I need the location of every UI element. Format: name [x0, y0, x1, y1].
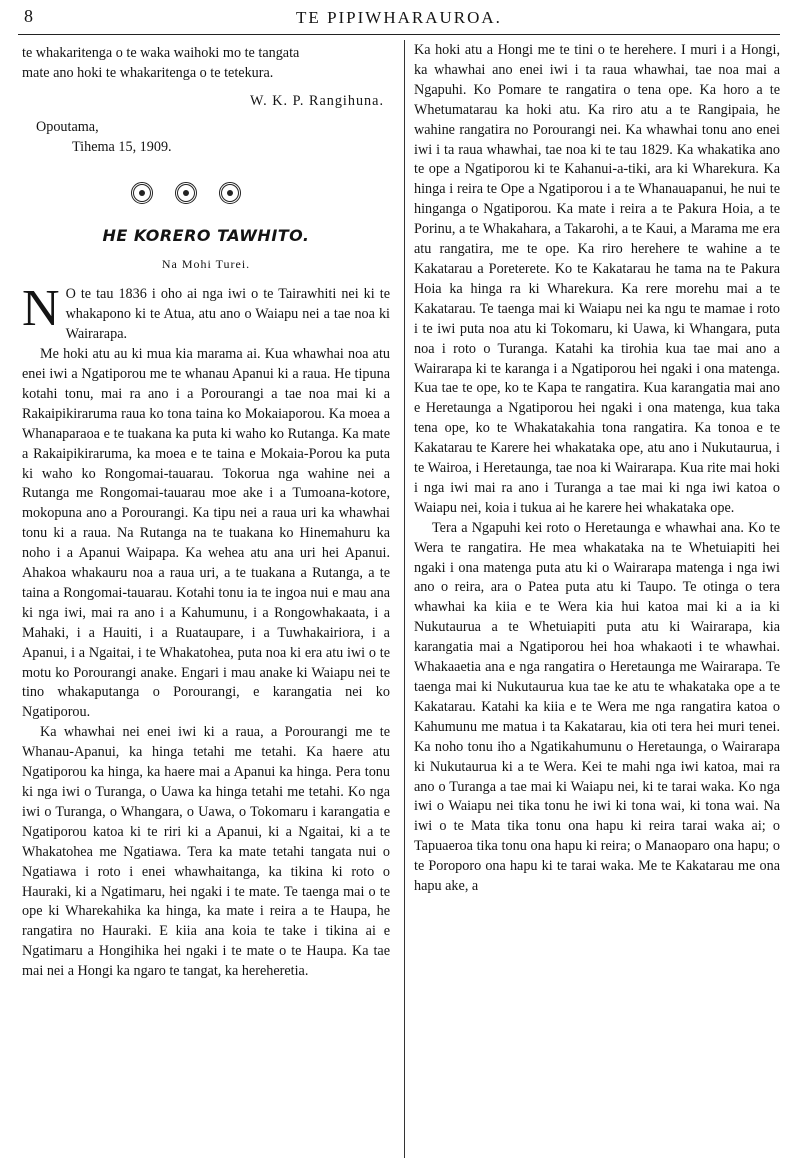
running-head: TE PIPIWHARAUROA. [296, 8, 502, 27]
header-rule [18, 34, 780, 35]
intro-line: mate ano hoki te whakaritenga o te tetekura. [22, 64, 274, 81]
left-column [22, 44, 390, 982]
article-paragraph [22, 280, 390, 345]
flower-ornament-icon [131, 182, 153, 204]
flower-ornament-icon [219, 182, 241, 204]
article-paragraph: Me hoki atu au ki mua kia marama ai. Kua whawhai noa atu enei iwi a Ngatiporou me te whanau Apanui ki a raua. He tipuna kotahi tonu, mai ra ano i a Porourangi a tae noa mai ki a Rakaipikiraruma raua ko tona taina ko Mokaiaporou. Ka moea a Whanaparaoa e te tuakana ka puta ki waho ko Rutanga. Ka mate a Rakaipikiraruma, ka moea e te taina e Mokaia-Porou ka puta ki waho ko Rongomai-tauarau. Tokorua nga wahine nei a Rutanga me Rongomai-tauarau moe ake i a Tumoana-kotore, mokopuna ano a Porourangi. Ka tipu nei a raua uri ka whawhai tonu ki a raua. Na Rutanga na te tuakana ko Hinemahuru ka noho i a Apanui Waipapa. Ka wehea atu ana uri hei Apanui. Ahakoa whakauru noa a raua uri, a te tuakana a Rutanga, a te taina a Rongomai-tauarau. Kotahi tonu ia te ingoa nui e mau ana ki nga iwi, mai ra ano i a Kahumunu, i a Rongowhakaata, i a Mahaki, i a Hauiti, i a Ruataupare, i a Tuwhakairiora, i a Apanui, i a Ngaitai, i te Whakatohea, puta noa ki era atu iwi o te motu ko Porourangi anake. Engari i mau anake ki Waiapu nei te tino whakaputanga o Porourangi, e karangatia nei ko Ngatiporou. [22, 346, 390, 721]
article-paragraph: Tera a Ngapuhi kei roto o Heretaunga e whawhai ana. Ko te Wera te rangatira. He mea whakataka na te Whetuiapiti hei ngaki i ona matenga puta atu ki o Wairarapa matenga i nga iwi ano o reira, ara o Patea puta atu ki Taupo. Te otinga o tera whawhai ka kiia e te Wera kia hui katoa mai ki a ia ki Nukutaurua a te Whetuiapiti puta atu ki Wairarapa, kia karangatia mai a Ngatiporou hei hoa whakaoti i te whawhai. Whakaaetia ana e nga rangatira o Heretaunga me Wairarapa. Te taenga mai ki Nukutaurua kua tae ke atu te whakataka ope a te Kakatarau. Katahi ka kiia e te Wera me nga rangatira katoa o Kahumunu me matua i ta Kakatarau, kia oti tera hei muri tenei. Ka noho tonu iho a Ngatikahumunu o Heretaunga, o Wairarapa ki Nukutaurua ki a te Wera. Kei te mahi nga iwi katoa, mai ra ano o Turanga a tae mai ki Waiapu nei, ki te tarai waka. Ko nga iwi o Waiapu nei tika tonu he iwi ki tona wai, ki tona wai. Na iwi o te Mata tika tonu ona hapu ki reira tarai waka ai; o Tapuaeroa tika tonu ona hapu ki reira; o Manaoparo ona hapu; o te Poroporo ona hapu ki te tarai waka. Me te Kakatarau me ona hapu ake, a [414, 519, 780, 895]
intro-line: te whakaritenga o te waka waihoki mo te tangata [22, 45, 300, 61]
paragraph-text: O te tau 1836 i oho ai nga iwi o te Tairawhiti nei ki te whakapono ki te Atua, atu ano o Waiapu nei a tae noa ki Wairarapa. [65, 286, 390, 343]
article-title: HE KORERO TAWHITO. [102, 225, 310, 245]
article-paragraph: Ka hoki atu a Hongi me te tini o te herehere. I muri i a Hongi, ka whawhai ano enei iwi i ta raua whawhai, tae noa mai a Ngapuhi. Ko Pomare te rangatira o tena ope. Ka horo a te Whetumatarau ka hoki atu. Ka riro atu a te Rangipaia, he wahine rangatira no Porourangi nei. Ka whawhai tonu ano enei iwi i ta raua whawhai, tae noa ki te tau 1829. Ka whakatika ano te ope a Ngatiporou ki te Kahanui-a-tiki, ara ki Wharekura. Ka hinga i reira te Ope a Ngatiporou i a te Whanauapanui, he nui te hinganga o Ngatiporou. Ka mate i reira a te Pakura Hoia, a te Porinu, a te Whakahara, a Takarohi, a te Kaui, a Marama me era atu rangatira, me te ope. Ka riro herehere te wahine a te Kakatarau a Poreterete. Ko te Kakatarau he tama na te Pakura Hoia ka hinga ra ki Wharekura. Ka rere morehu mai a te Kakatarau. Te taenga mai ki Waiapu nei ka ngu te mamae i roto i te iwi puta noa atu ki Tokomaru, ki Uawa, ki Whangara, puta noa i roto o Turanga. Katahi ka tirohia kua tae mai ano a Wairarapa ki te karanga i a Ngatiporou hei ngaki i ona matenga. Kua tae te ope, ko te Kapa te rangatira. Kua karangatia mai ano e Heretaunga a Ngatiporou hei ngaki i ona matenga, kua taka tena ope, ko te Whakatakahia tona rangatira. Ka tonoa e te Kakatarau te Karere hei whakataka ope, atu ano i Nukutaurua, i te Wairoa, i Heretaunga, tae noa ki Wairarapa. Kua rite mai hoki i nga iwi mai ra ano i Turanga a tae mai ki nga iwi katoa o Waiapu nei, koia i tukua ai he karere hei whakataka ope. [414, 42, 780, 516]
drop-cap: N [22, 280, 60, 338]
column-divider [404, 40, 405, 1158]
flower-ornament-icon [175, 182, 197, 204]
page-number: 8 [24, 6, 33, 26]
article-paragraph: Ka whawhai nei enei iwi ki a raua, a Porourangi me te Whanau-Apanui, ka hinga tetahi me tetahi. Ka haere atu Ngatiporou ka hinga, ka haere mai a Apanui ka hinga. Pera tonu ki nga iwi o Turanga, o Uawa ka hinga tetahi me tetahi. Ko nga iwi o Turanga, o Whangara, o Uawa, o Tokomaru i karangatia e Ngatiporou katoa ki te riri ki a Apanui, ki a Ngaitai, ki a te Whakatohea me Ngatiawa. Tera ka mate tetahi tangata nui o Ngatiawa i roto i enei whawhaitanga, ka tikina ki roto o Hauraki, ki a Ngatimaru, hei ngaki i te mate. Te taenga mai o te ope ki Wharekahika ka hinga, ka mate i reira a te Haupa, he rangatira no Hauraki. E kiia ana koia te take i tikina ai e Ngatimaru a Hongihika hei ngaki i te mate o te Haupa. Ka tae mai nei a Hongi ka ngaro te tangat, ka hereheretia. [22, 724, 390, 980]
letter-date: Tihema 15, 1909. [72, 138, 172, 155]
article-author: Na Mohi Turei. [161, 257, 251, 272]
ornament-row [22, 182, 390, 204]
letter-place: Opoutama, [36, 118, 99, 135]
letter-signature: W. K. P. Rangihuna. [250, 92, 384, 109]
right-column [414, 41, 780, 897]
